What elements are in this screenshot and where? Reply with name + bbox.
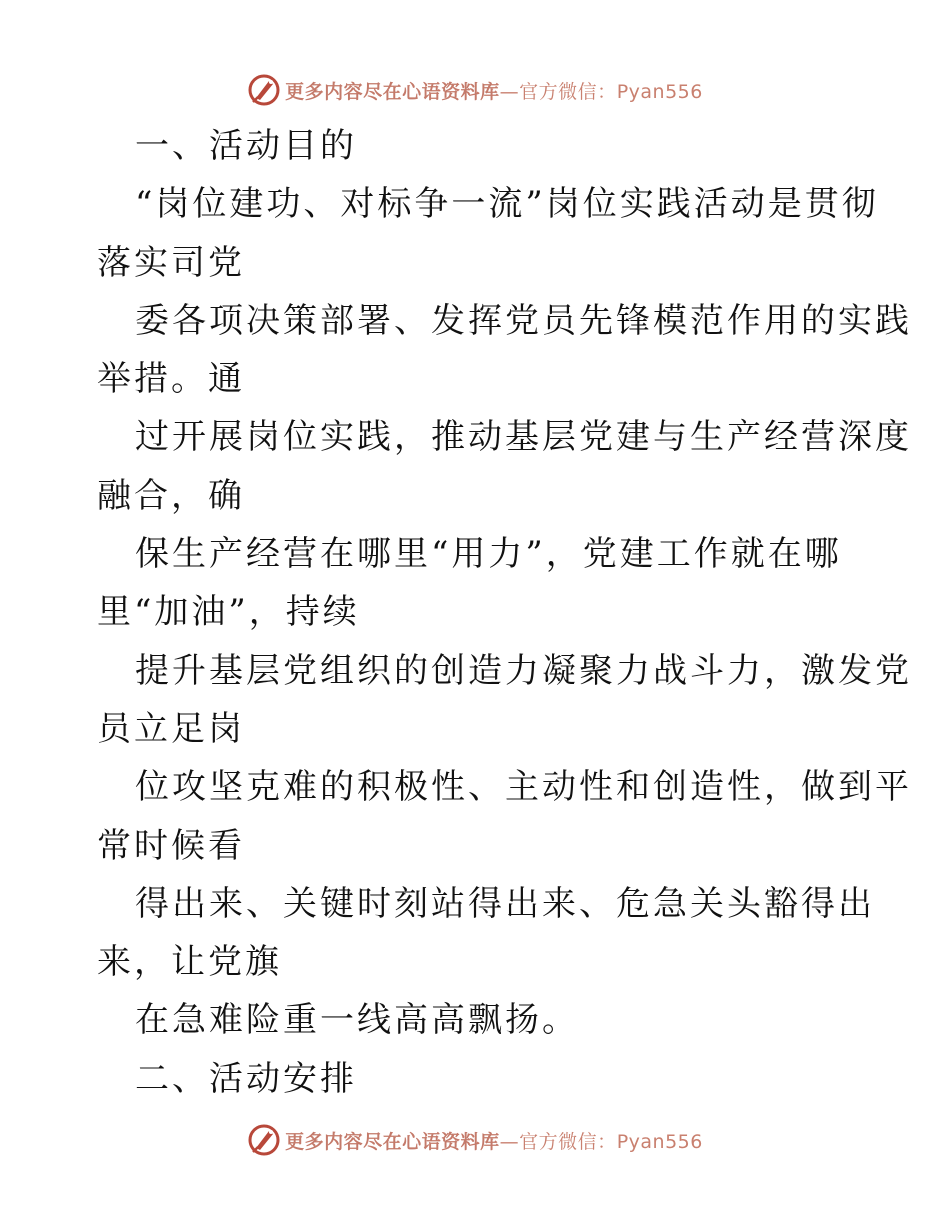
header-watermark-banner [0, 70, 950, 110]
footer-banner-text [285, 1127, 703, 1154]
document-body [97, 117, 912, 1108]
paragraph-line: 得出来、关键时刻站得出来、危急关头豁得出 [135, 883, 875, 924]
paragraph-line: 常时候看 [97, 825, 245, 866]
paragraph-line: 里“加油”，持续 [97, 592, 360, 633]
header-banner-text [285, 77, 703, 104]
header-banner-dash: — [499, 80, 520, 103]
footer-watermark-banner [0, 1120, 950, 1160]
paragraph-line: 员立足岗 [97, 708, 245, 749]
paragraph-line: 提升基层党组织的创造力凝聚力战斗力，激发党 [135, 650, 912, 691]
footer-banner-dash: — [499, 1130, 520, 1153]
footer-banner-main: 更多内容尽在心语资料库 [285, 1130, 500, 1153]
paragraph-line: 过开展岗位实践，推动基层党建与生产经营深度 [135, 417, 912, 458]
quill-logo-icon [247, 73, 281, 107]
paragraph-line: 举措。通 [97, 359, 245, 400]
header-banner-id: Pyan556 [616, 80, 703, 103]
paragraph-line: 委各项决策部署、发挥党员先锋模范作用的实践 [135, 300, 912, 341]
header-banner-main: 更多内容尽在心语资料库 [285, 80, 500, 103]
section-heading: 一、活动目的 [135, 126, 357, 166]
paragraph-line: “岗位建功、对标争一流”岗位实践活动是贯彻 [135, 184, 879, 225]
footer-banner-sub: 官方微信： [519, 1130, 617, 1153]
quill-logo-icon [247, 1123, 281, 1157]
paragraph-line: 落实司党 [97, 242, 245, 283]
paragraph-line: 融合，确 [97, 475, 245, 516]
paragraph-line: 来，让党旗 [97, 942, 282, 983]
paragraph-line: 在急难险重一线高高飘扬。 [135, 1000, 579, 1041]
section-heading: 二、活动安排 [135, 1058, 357, 1099]
paragraph-line: 保生产经营在哪里“用力”，党建工作就在哪 [135, 534, 842, 575]
footer-banner-id: Pyan556 [616, 1130, 703, 1153]
paragraph-line: 位攻坚克难的积极性、主动性和创造性，做到平 [135, 767, 912, 808]
header-banner-sub: 官方微信： [519, 80, 617, 103]
